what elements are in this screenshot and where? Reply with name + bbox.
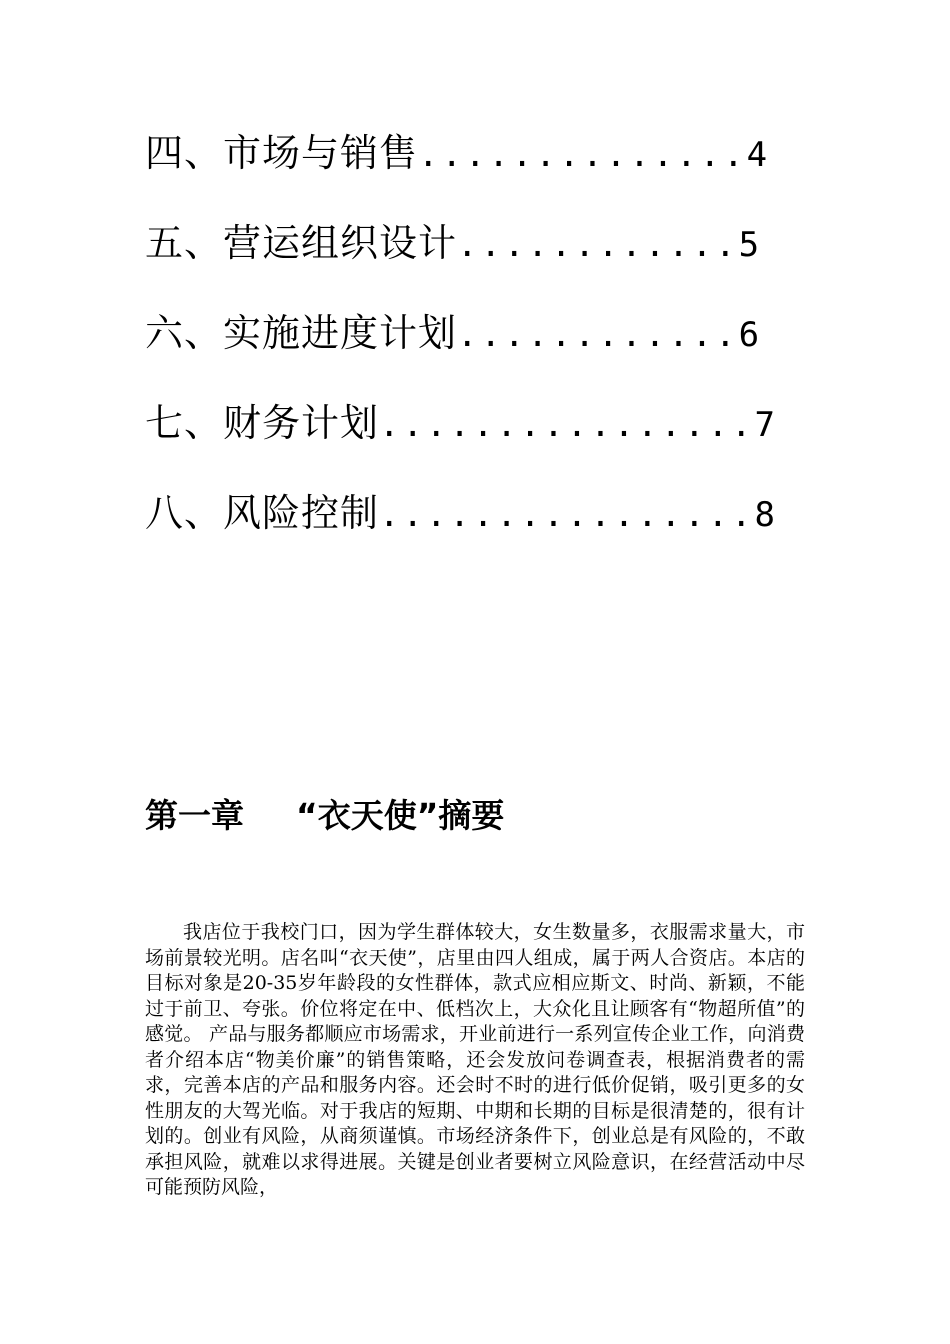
toc-entry-title: 八、风险控制 [145,491,380,535]
toc-entry-operations-org[interactable] [145,210,765,300]
toc-entry-page: 7 [754,405,776,445]
toc-entry-market-sales[interactable] [145,120,768,210]
toc-entry-leader: ................ [379,495,755,535]
table-of-contents [145,120,776,570]
toc-entry-page: 5 [738,225,760,265]
toc-entry-title: 六、实施进度计划 [145,311,458,355]
chapter-label: 第一章 [145,796,244,835]
toc-entry-leader: ............ [457,225,739,265]
toc-entry-title: 七、财务计划 [145,401,380,445]
chapter-title: “衣天使”摘要 [296,796,505,835]
toc-entry-page: 6 [738,315,760,355]
chapter-heading [145,790,504,837]
toc-entry-leader: ............ [457,315,739,355]
toc-entry-finance[interactable] [145,390,776,480]
toc-entry-page: 8 [754,495,776,535]
toc-entry-leader: ................ [379,405,755,445]
toc-entry-title: 五、营运组织设计 [145,221,458,265]
toc-entry-title: 四、市场与销售 [145,131,419,175]
toc-entry-risk-control[interactable] [145,480,776,570]
toc-entry-leader: .............. [418,135,747,175]
toc-entry-schedule[interactable] [145,300,765,390]
toc-entry-page: 4 [746,135,768,175]
summary-paragraph: 我店位于我校门口，因为学生群体较大，女生数量多，衣服需求量大，市场前景较光明。店名叫“衣天使”，店里由四人组成，属于两人合资店。本店的目标对象是20-35岁年龄段的女性群体，款式应相应斯文、时尚、新颖，不能过于前卫、夸张。价位将定在中、低档次上，大众化且让顾客有“物超所值”的感觉。 产品与服务都顺应市场需求，开业前进行一系列宣传企业工作，向消费者介绍本店“物美价廉”的销售策略，还会发放问卷调查表，根据消费者的需求，完善本店的产品和服务内容。还会时不时的进行低价促销，吸引更多的女性朋友的大驾光临。对于我店的短期、中期和长期的目标是很清楚的，很有计划的。创业有风险，从商须谨慎。市场经济条件下，创业总是有风险的，不敢承担风险，就难以求得进展。关键是创业者要树立风险意识，在经营活动中尽可能预防风险， [145,921,805,1198]
